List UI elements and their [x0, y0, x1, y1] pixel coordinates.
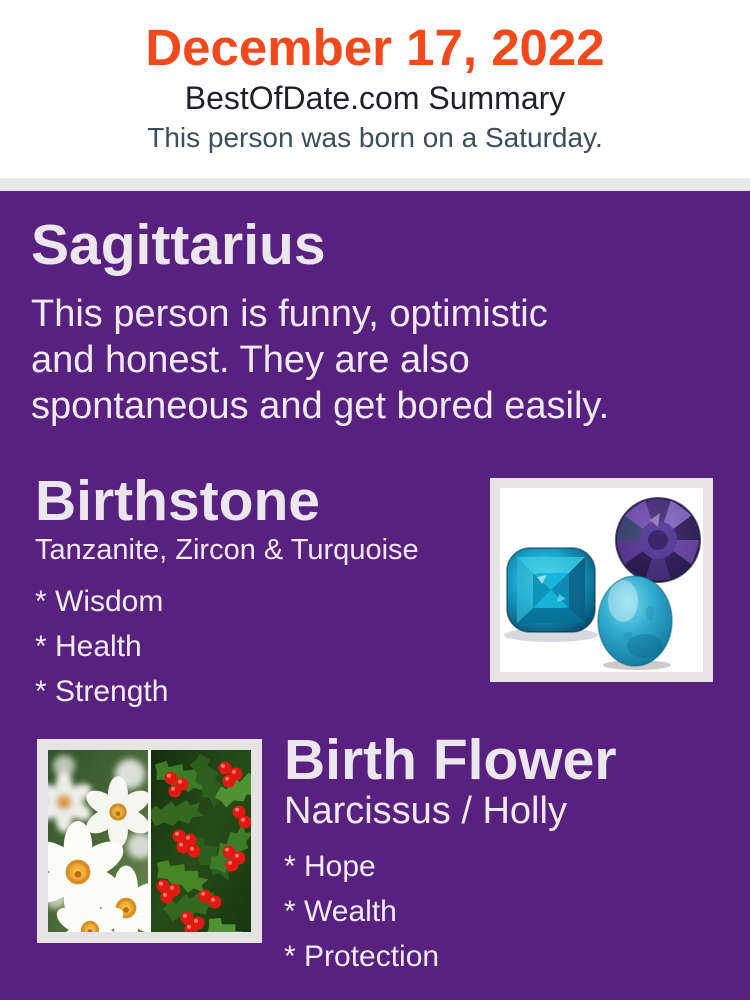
birthstone-names: Tanzanite, Zircon & Turquoise [35, 534, 419, 566]
narcissus-photo [48, 750, 148, 932]
birth-flower-names: Narcissus / Holly [284, 790, 567, 832]
zodiac-sign-heading: Sagittarius [31, 213, 326, 277]
birth-flower-image [48, 750, 251, 932]
date-title: December 17, 2022 [145, 19, 605, 76]
zodiac-panel [0, 191, 750, 1000]
zodiac-description-line: spontaneous and get bored easily. [31, 385, 610, 427]
trait-item: * Wealth [284, 895, 397, 928]
born-day-line: This person was born on a Saturday. [147, 121, 603, 153]
header-section [0, 0, 750, 178]
trait-item: * Strength [35, 675, 169, 708]
trait-item: * Health [35, 630, 142, 663]
site-summary-title: BestOfDate.com Summary [184, 80, 566, 117]
birthstone-heading: Birthstone [35, 469, 320, 533]
zodiac-description-line: and honest. They are also [31, 339, 470, 381]
zodiac-description-line: This person is funny, optimistic [31, 293, 548, 335]
divider-bar [0, 178, 750, 191]
zodiac-description [31, 291, 609, 429]
trait-item: * Protection [284, 940, 440, 973]
trait-item: * Wisdom [35, 585, 164, 618]
birthstone-traits-list [35, 579, 168, 714]
gems-image [500, 488, 703, 672]
birth-flower-image-frame [37, 739, 262, 943]
birth-flower-traits-list [284, 844, 439, 979]
holly-photo [151, 750, 251, 932]
trait-item: * Hope [284, 850, 376, 883]
birthstone-image-frame [490, 478, 713, 682]
birth-flower-heading: Birth Flower [284, 728, 617, 792]
birthstone-image [500, 488, 703, 672]
